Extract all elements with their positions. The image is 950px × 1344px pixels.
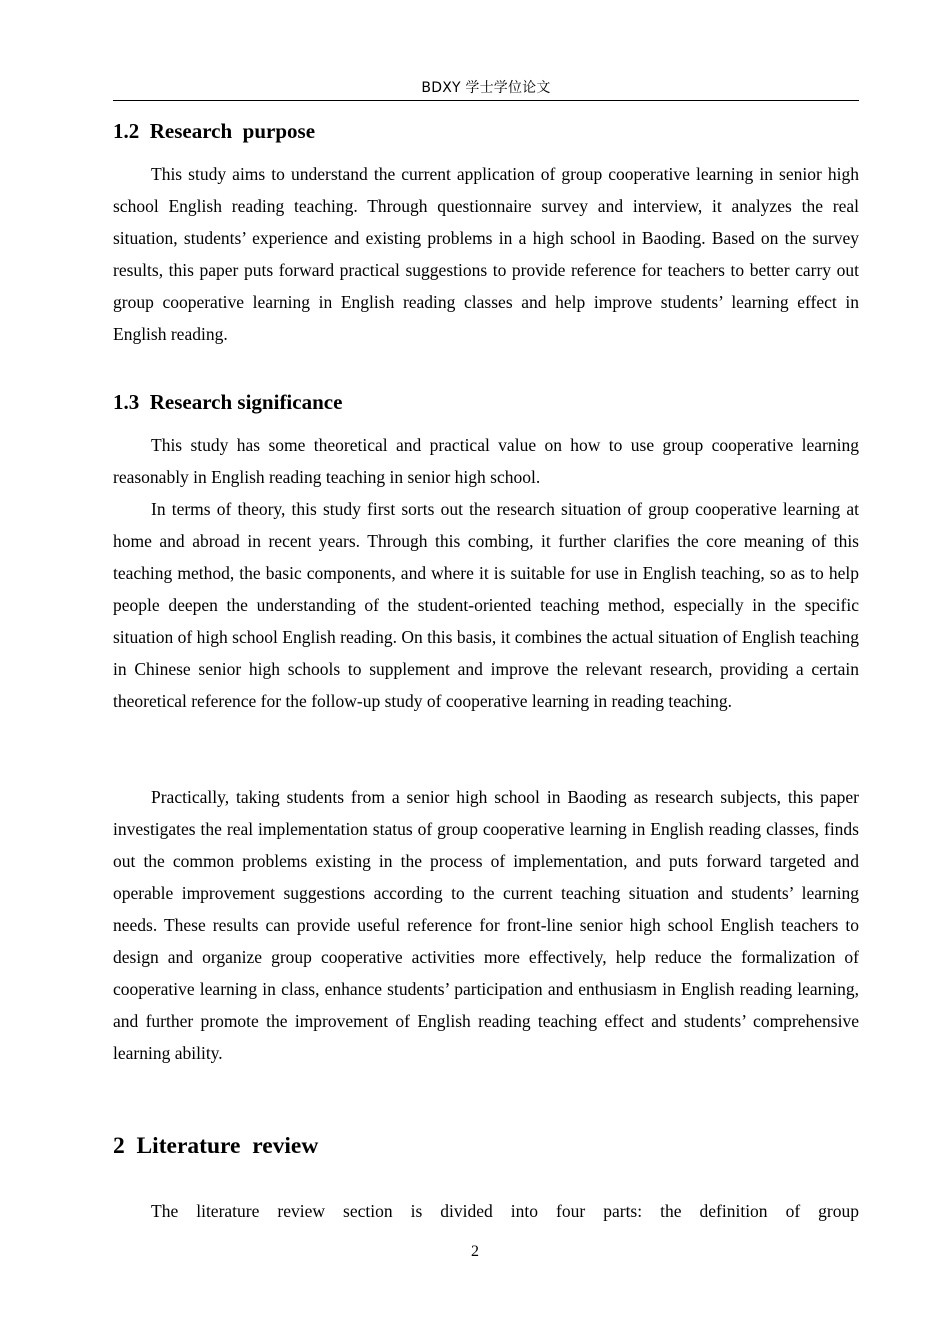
chapter-heading-2: 2 Literature review <box>113 1133 319 1159</box>
section-heading-1-2: 1.2 Research purpose <box>113 119 316 143</box>
section-heading-1-3: 1.3 Research significance <box>113 390 343 414</box>
paragraph-significance-practice: Practically, taking students from a senior high school in Baoding as research subjects, this paper investigates the real implementation status of group cooperative learning in English reading classes, finds out the common problems existing in the process of implementation, and puts forward targeted and operable improvement suggestions according to the current teaching situation and students’ learning needs. These results can provide useful reference for front-line senior high school English teachers to design and organize group cooperative activities more effectively, help reduce the formalization of cooperative learning in class, enhance students’ participation and enthusiasm in English reading learning, and further promote the improvement of English reading teaching effect and students’ comprehensive learning ability. <box>113 787 859 1063</box>
header-rule <box>113 100 859 101</box>
running-header: BDXY 学士学位论文 <box>421 80 551 96</box>
paragraph-significance-theory: In terms of theory, this study first sorts out the research situation of group cooperative learning at home and abroad in recent years. Through this combing, it further clarifies the core meaning of this teaching method, the basic components, and where it is suitable for use in English teaching, so as to help people deepen the understanding of the student-oriented teaching method, especially in the specific situation of high school English reading. On this basis, it combines the actual situation of English teaching in Chinese senior high schools to supplement and improve the relevant research, providing a certain theoretical reference for the follow-up study of cooperative learning in reading teaching. <box>113 499 859 711</box>
paragraph-significance-intro: This study has some theoretical and practical value on how to use group cooperative learning reasonably in English reading teaching in senior high school. <box>113 435 859 487</box>
paragraph-literature-review-start: The literature review section is divided into four parts: the definition of group <box>151 1201 859 1221</box>
page-number: 2 <box>471 1243 479 1260</box>
paragraph-research-purpose: This study aims to understand the current application of group cooperative learning in senior high school English reading teaching. Through questionnaire survey and interview, it analyzes the real situation, students’ experience and existing problems in a high school in Baoding. Based on the survey results, this paper puts forward practical suggestions to provide reference for teachers to better carry out group cooperative learning in English reading classes and help improve students’ learning effect in English reading. <box>113 164 859 344</box>
